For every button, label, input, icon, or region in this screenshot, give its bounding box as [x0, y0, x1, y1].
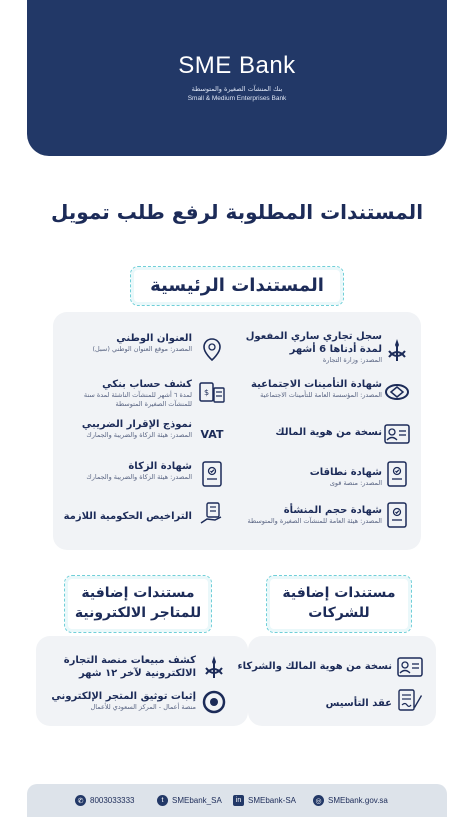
footer-linkedin[interactable]: in SMEbank-SA — [233, 795, 296, 806]
footer-bar — [27, 784, 447, 817]
header-banner — [27, 0, 447, 156]
license-hand-icon — [198, 500, 226, 528]
id-card-icon — [396, 653, 424, 681]
doc-store-verification: إثبات توثيق المتجر الإلكتروني منصة أعمال - المركز السعودي للأعمال — [51, 691, 196, 711]
saudi-emblem-icon — [383, 336, 411, 364]
certificate-icon — [383, 501, 411, 529]
doc-enterprise-size-certificate: شهادة حجم المنشأة المصدر: هيئة العامة للمنشآت الصغيرة والمتوسطة — [247, 505, 382, 525]
brand-arabic-name: بنك المنشآت الصغيرة والمتوسطة — [191, 85, 283, 93]
contract-sign-icon — [396, 686, 424, 714]
brand-logo-text: SME Bank — [178, 52, 296, 79]
business-center-icon — [200, 688, 228, 716]
doc-bank-statement: كشف حساب بنكي لمدة ٦ أشهر للمنشآت الناشئة لمدة سنة للمنشآت الصغيرة المتوسطة — [83, 379, 192, 408]
svg-text:$: $ — [203, 388, 210, 397]
certificate-icon — [383, 460, 411, 488]
doc-national-address: العنوان الوطني المصدر: موقع العنوان الوطني (سبل) — [92, 333, 192, 353]
doc-zakat-certificate: شهادة الزكاة المصدر: هيئة الزكاة والضريبة والجمارك — [86, 461, 192, 481]
doc-owner-id: نسخة من هوية المالك — [275, 427, 382, 438]
gosi-icon — [383, 378, 411, 406]
id-card-icon — [383, 420, 411, 448]
footer-twitter[interactable]: t SMEbank_SA — [157, 795, 222, 806]
footer-phone[interactable]: ✆ 8003033333 — [75, 795, 135, 806]
companies-section-label: مستندات إضافية للشركات — [266, 575, 412, 633]
doc-owner-partners-id: نسخة من هوية المالك والشركاء — [237, 661, 392, 672]
doc-articles-of-incorporation: عقد التأسيس — [325, 698, 392, 709]
globe-icon: ◎ — [313, 795, 324, 806]
brand-english-name: Small & Medium Enterprises Bank — [187, 95, 287, 102]
doc-ecommerce-sales-statement: كشف مبيعات منصة التجارة الالكترونية لآخر ١٢ شهر — [63, 655, 196, 679]
bank-statement-icon — [198, 378, 226, 406]
phone-icon: ✆ — [75, 795, 86, 806]
doc-gosi-certificate: شهادة التأمينات الاجتماعية المصدر: المؤسسة العامة للتأمينات الاجتماعية — [251, 379, 382, 399]
footer-website[interactable]: ◎ SMEbank.gov.sa — [313, 795, 388, 806]
doc-government-licenses: التراخيص الحكومية اللازمة — [63, 511, 192, 522]
ecommerce-section-label: مستندات إضافية للمتاجر الالكترونية — [64, 575, 212, 633]
doc-nitaqat-certificate: شهادة نطاقات المصدر: منصة قوى — [309, 467, 382, 487]
saudi-emblem-icon — [200, 653, 228, 681]
certificate-icon — [198, 460, 226, 488]
main-documents-label: المستندات الرئيسية — [130, 266, 344, 306]
page-title: المستندات المطلوبة لرفع طلب تمويل — [50, 200, 424, 224]
doc-tax-return-form: نموذج الإقرار الضريبي المصدر: هيئة الزكاة والضريبة والجمارك — [81, 419, 192, 439]
twitter-icon: t — [157, 795, 168, 806]
doc-commercial-register: سجل تجاري ساري المفعول لمدة أدناها 6 أشهر المصدر: وزارة التجارة — [245, 331, 382, 364]
linkedin-icon: in — [233, 795, 244, 806]
location-pin-icon — [198, 336, 226, 364]
vat-icon: VAT — [200, 427, 224, 441]
